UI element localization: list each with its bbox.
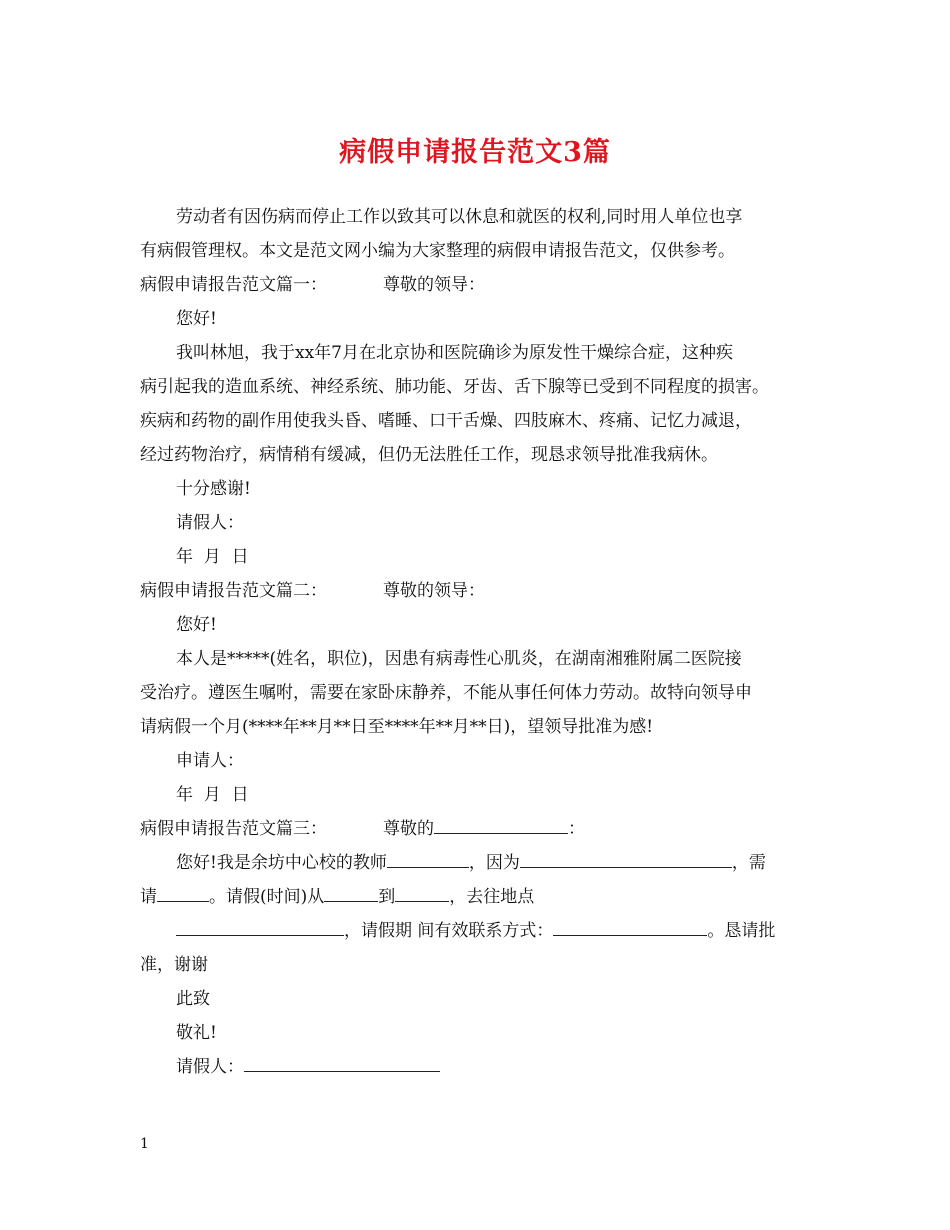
applicant-label: 请假人：: [176, 1057, 244, 1077]
sample-heading: 病假申请报告范文篇一：: [140, 275, 327, 295]
body-line: 受治疗。遵医生嘱咐，需要在家卧床静养，不能从事任何体力劳动。故特向领导申: [140, 683, 752, 703]
closing: 敬礼!: [176, 1023, 217, 1043]
days-blank: [157, 881, 209, 902]
fill-text: ，因为: [468, 853, 520, 873]
applicant-blank: [244, 1051, 440, 1072]
fill-line: [140, 880, 812, 914]
position-blank: [387, 847, 469, 868]
reason-blank: [520, 847, 732, 868]
thanks: 十分感谢!: [176, 479, 251, 499]
greeting: 您好!: [176, 615, 217, 635]
salutation: 尊敬的领导：: [383, 581, 485, 601]
date-line: 年 月 日: [176, 547, 249, 567]
intro-line: 有病假管理权。本文是范文网小编为大家整理的病假申请报告范文，仅供参考。: [140, 241, 735, 261]
body-line: 我叫林旭，我于xx年7月在北京协和医院确诊为原发性干燥综合症，这种疾: [176, 343, 733, 363]
body-line: 请病假一个月(****年**月**日至****年**月**日)，望领导批准为感!: [140, 717, 654, 737]
start-blank: [324, 881, 378, 902]
sample2-header: [140, 574, 812, 608]
sample1-header: [140, 268, 812, 302]
fill-text: ，需: [731, 853, 766, 873]
applicant-label: 申请人：: [176, 751, 244, 771]
body-line: 疾病和药物的副作用使我头昏、嗜睡、口干舌燥、四肢麻木、疼痛、记忆力减退，: [140, 411, 752, 431]
date-line: 年 月 日: [176, 785, 249, 805]
document-body: [140, 200, 812, 1084]
fill-text: ，请假期 间有效联系方式：: [344, 921, 554, 941]
intro-line: 劳动者有因伤病而停止工作以致其可以休息和就医的权利,同时用人单位也享: [176, 207, 743, 227]
body-line: 经过药物治疗，病情稍有缓减，但仍无法胜任工作，现恳求领导批准我病休。: [140, 445, 718, 465]
greeting: 您好!: [176, 309, 217, 329]
contact-blank: [553, 915, 707, 936]
salutation: 尊敬的领导：: [383, 275, 485, 295]
sample-heading: 病假申请报告范文篇三：: [140, 819, 327, 839]
fill-line: [140, 846, 812, 880]
end-blank: [395, 881, 449, 902]
body-line: 病引起我的造血系统、神经系统、肺功能、牙齿、舌下腺等已受到不同程度的损害。: [140, 377, 769, 397]
fill-text: 请: [140, 887, 157, 907]
document-title: 病假申请报告范文3篇: [339, 137, 611, 168]
destination-blank: [176, 915, 344, 936]
fill-line: 准，谢谢: [140, 955, 208, 975]
fill-text: 。请假(时间)从: [209, 887, 325, 907]
fill-line: [140, 914, 812, 948]
salutation: 尊敬的: [383, 819, 434, 839]
applicant-label: 请假人：: [176, 513, 244, 533]
fill-text: ，去往地点: [449, 887, 535, 907]
recipient-blank: [434, 813, 568, 834]
sample3-header: [140, 812, 812, 846]
sample-heading: 病假申请报告范文篇二：: [140, 581, 327, 601]
salutation-colon: ：: [568, 819, 585, 839]
applicant-line: [140, 1050, 812, 1084]
body-line: 本人是*****(姓名，职位)，因患有病毒性心肌炎，在湖南湘雅附属二医院接: [176, 649, 742, 669]
closing: 此致: [176, 989, 210, 1009]
fill-text: 您好!我是余坊中心校的教师: [176, 853, 387, 873]
fill-text: 到: [378, 887, 396, 907]
page-number: 1: [140, 1136, 149, 1152]
fill-text: 。恳请批: [707, 921, 776, 941]
